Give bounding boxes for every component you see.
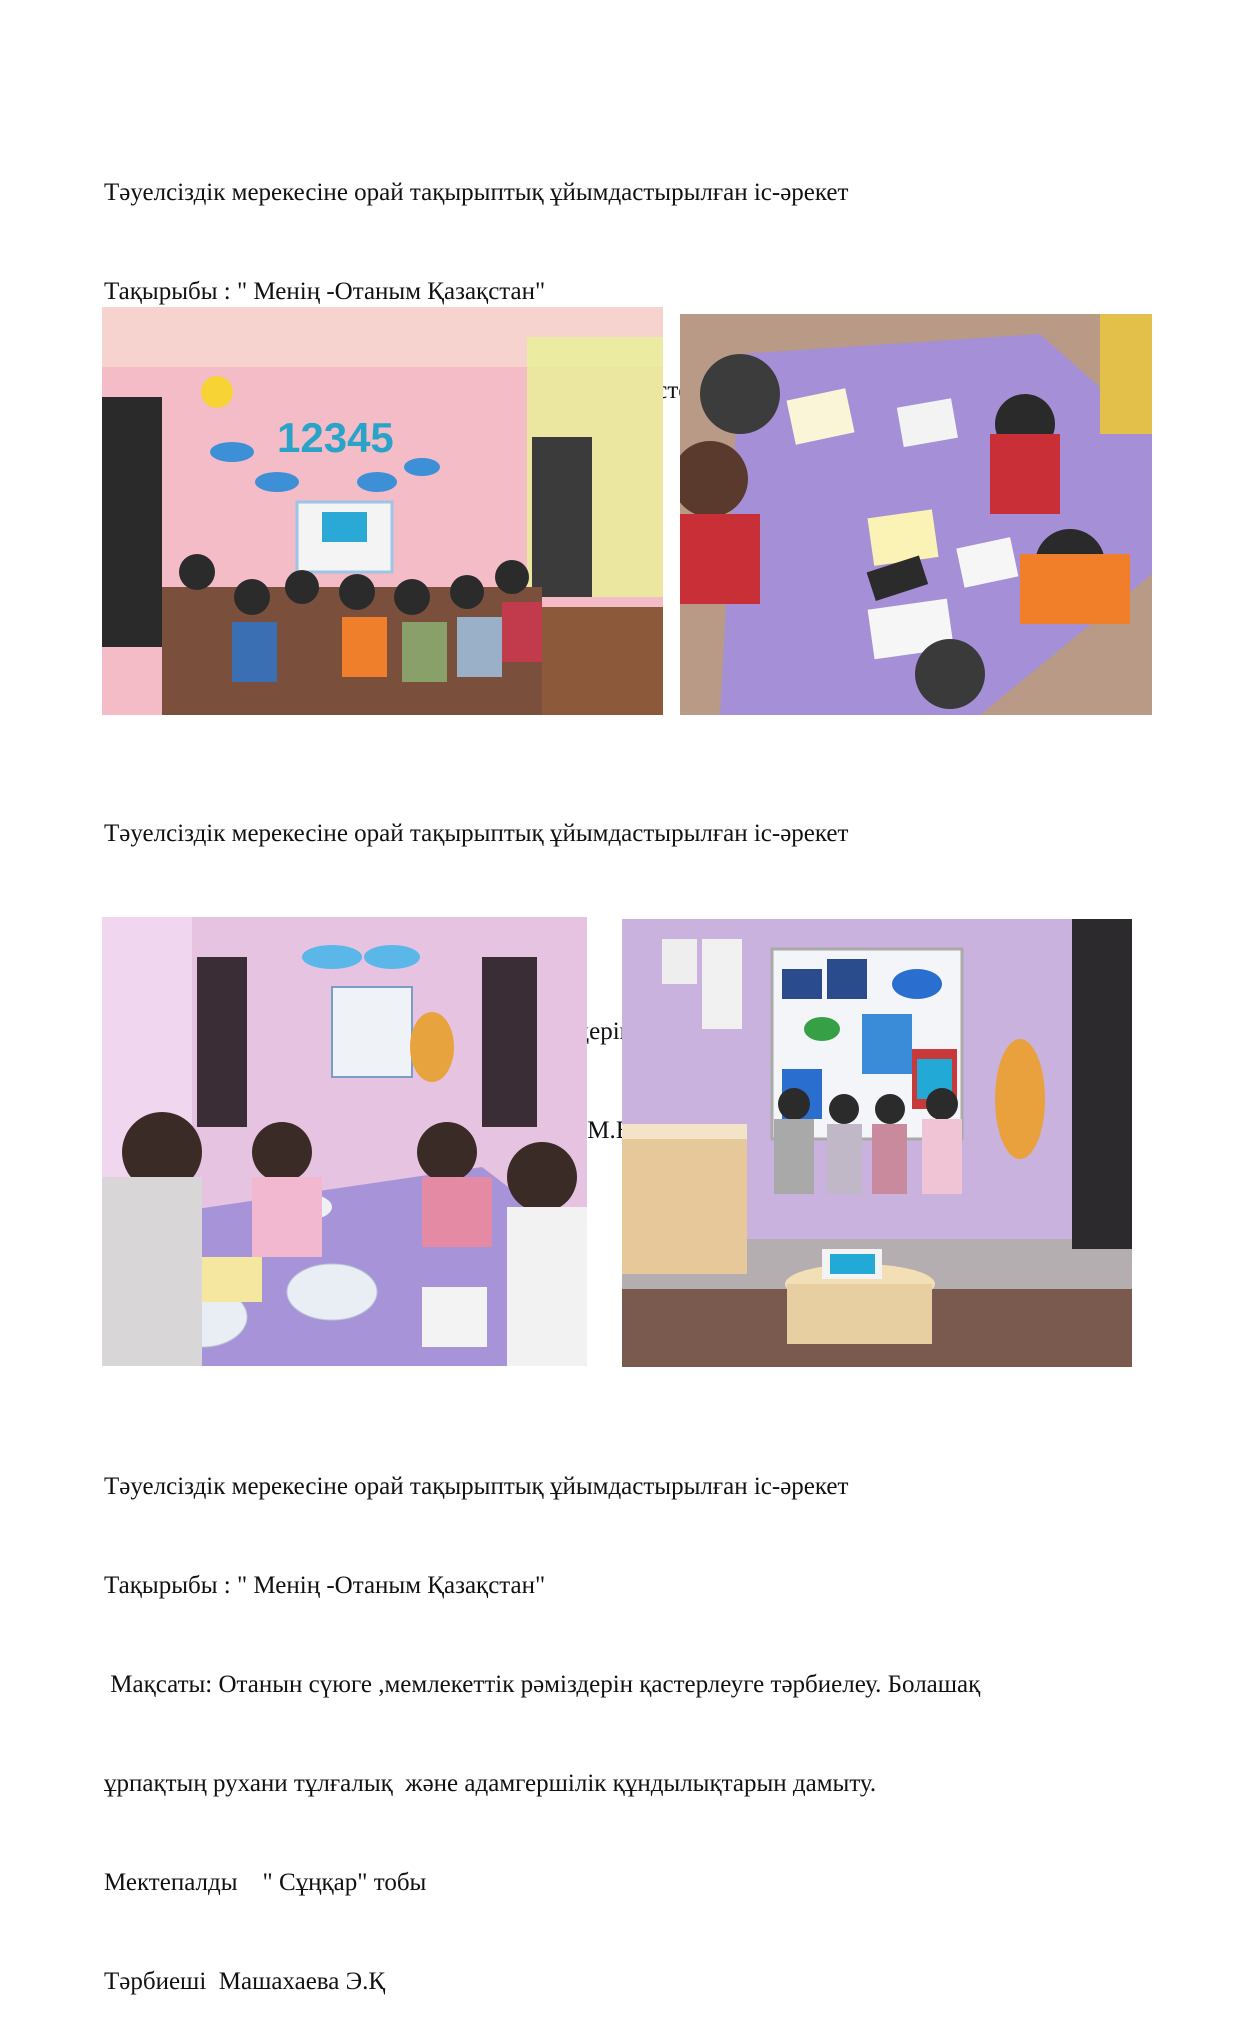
section3-teacher: Тәрбиеші Машахаева Э.Қ [104,1968,386,1995]
section1-heading: Тәуелсіздік мерекесіне орай тақырыптық ұйымдастырылған іс-әрекет [104,179,849,206]
section1-topic: Тақырыбы : " Менің -Отаным Қазақстан" [104,278,546,305]
photo-kids-standing-by-board [622,919,1132,1367]
section3-heading: Тәуелсіздік мерекесіне орай тақырыптық ұйымдастырылған іс-әрекет [104,1473,849,1500]
section2-heading: Тәуелсіздік мерекесіне орай тақырыптық ұйымдастырылған іс-әрекет [104,820,849,847]
photo-kids-at-table-crafts [102,917,587,1366]
section3-goal-line2: ұрпақтың рухани тұлғалық және адамгершілік құндылықтарын дамыту. [104,1770,877,1797]
section3-group: Мектепалды " Сұңқар" тобы [104,1869,427,1896]
wall-numbers-text: 12345 [277,414,394,461]
photo-kids-painting-at-table [680,314,1152,715]
section3-topic: Тақырыбы : " Менің -Отаным Қазақстан" [104,1572,546,1599]
photo-classroom-kids-watching-board [102,307,663,715]
section3-goal-line1: Мақсаты: Отанын сүюге ,мемлекеттік рәміздерін қастерлеуге тәрбиелеу. Болашақ [104,1671,981,1698]
section3-text [104,1404,980,2031]
section2-group-teacher: М.Б [587,1117,631,1144]
